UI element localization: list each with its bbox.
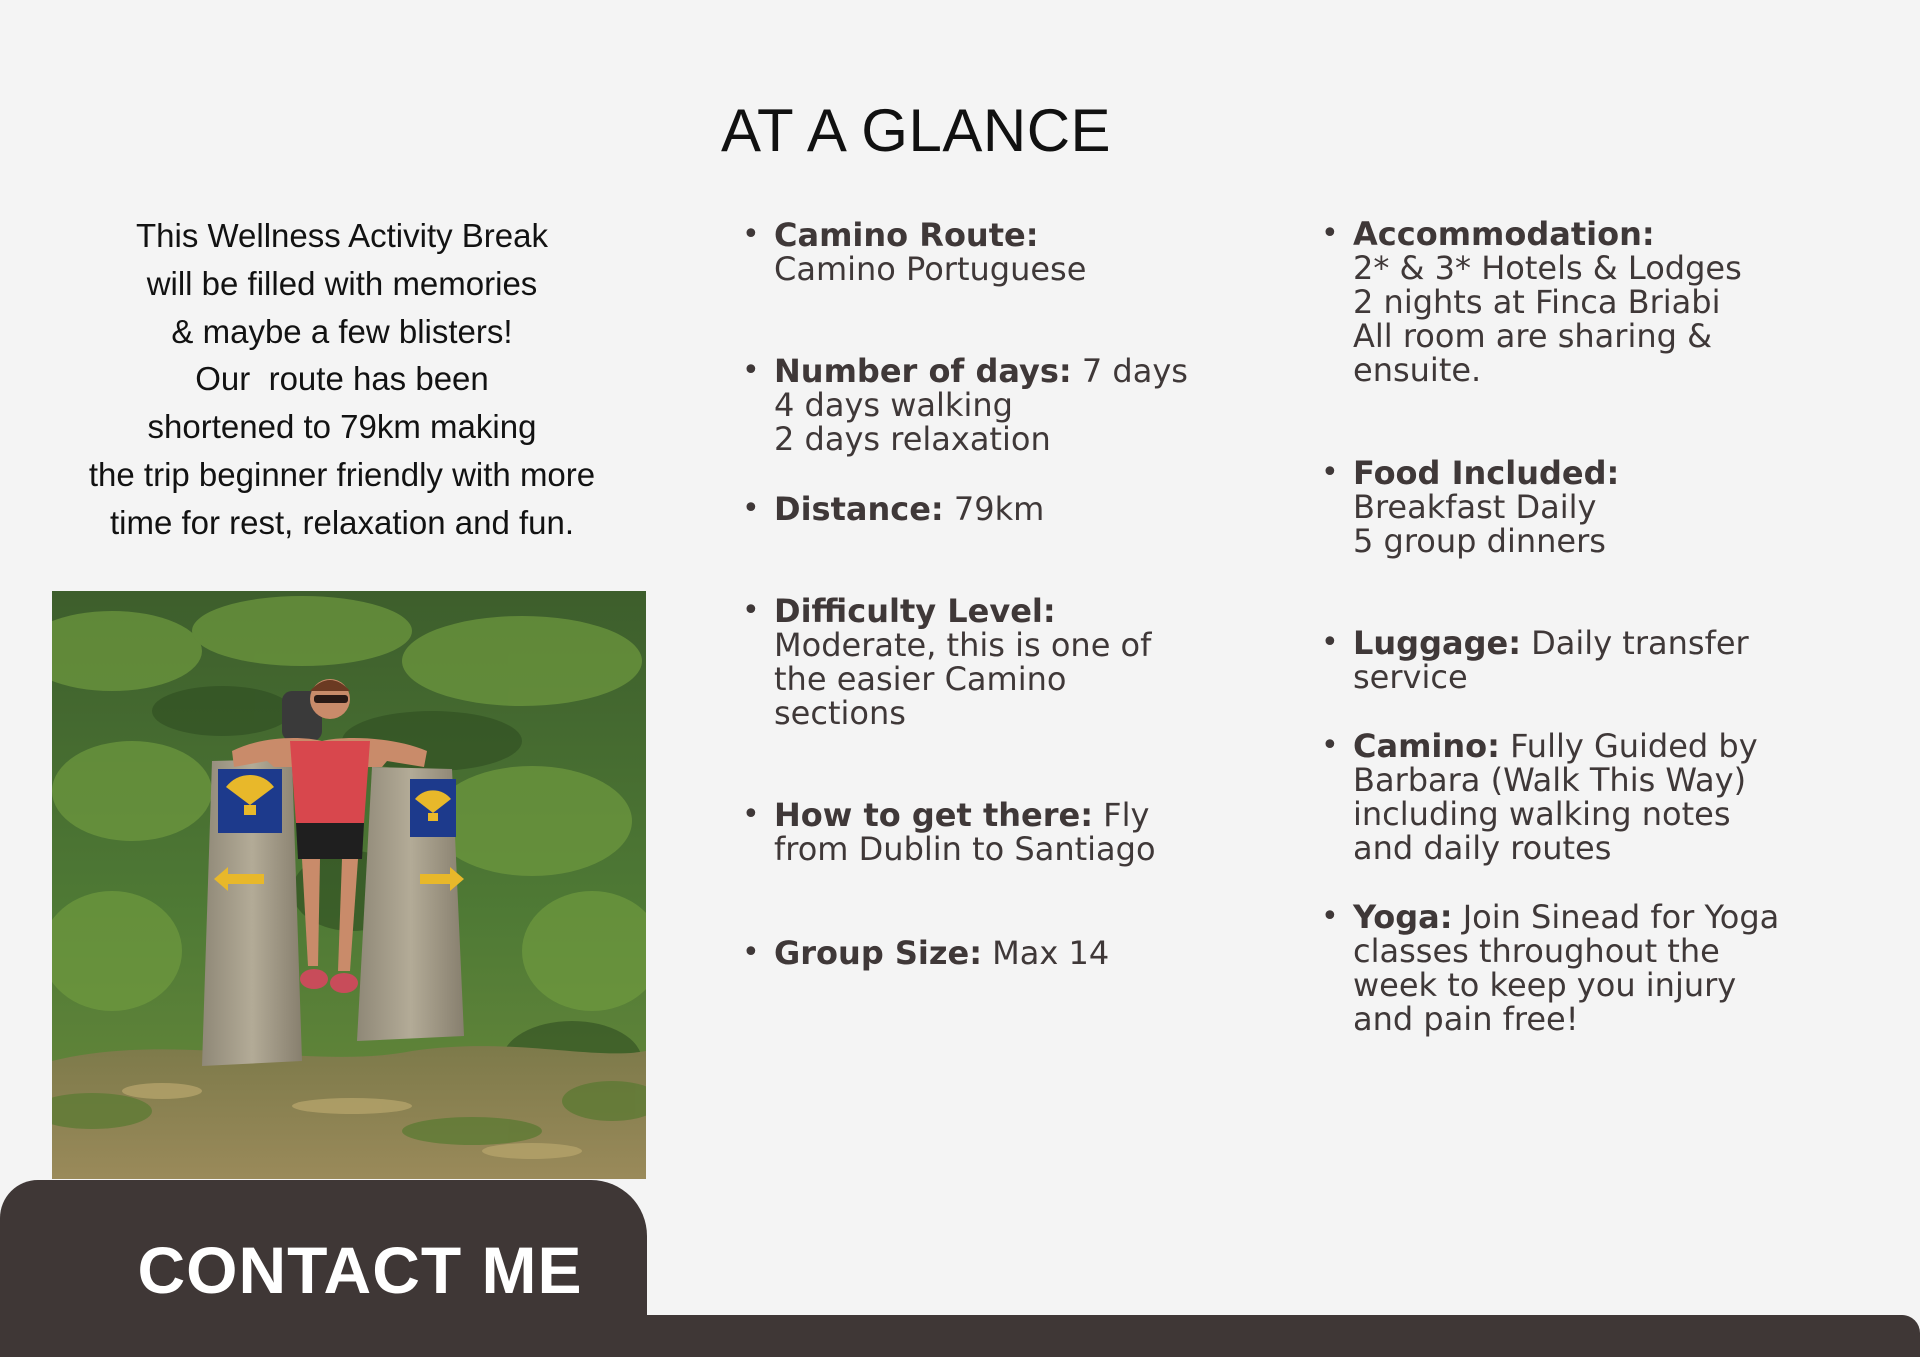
bullet-icon: • [742,593,760,628]
item-value: Fully Guided by [1499,727,1758,765]
bullet-icon: • [742,217,760,252]
item-line: Camino Portuguese [774,250,1087,288]
bullet-icon: • [1321,455,1339,490]
item-line: 5 group dinners [1353,522,1606,560]
item-label: Number of days: [774,352,1072,390]
list-item-how-to-get-there [742,796,1156,868]
item-line: sections [774,694,906,732]
item-label: Camino Route: [774,216,1039,254]
intro-line: This Wellness Activity Break [135,217,549,254]
item-line: classes throughout the [1353,932,1720,970]
item-line: Breakfast Daily [1353,488,1597,526]
item-line: 2 nights at Finca Briabi [1353,283,1721,321]
intro-line: Our route has been [195,360,489,398]
item-line: 4 days walking [774,386,1013,424]
item-label: Difficulty Level: [774,592,1056,630]
intro-line: & maybe a few blisters! [171,312,513,350]
bullet-icon: • [742,491,760,526]
item-value: Daily transfer [1520,624,1749,662]
list-item-number-of-days [742,352,1188,458]
item-line: Moderate, this is one of [774,626,1152,664]
camino-hiker-photo [52,591,646,1179]
item-label: Yoga: [1353,898,1453,936]
item-value: 79km [943,490,1045,528]
bullet-icon: • [1321,625,1339,660]
list-item-group-size [742,934,1110,972]
item-value: Max 14 [982,934,1110,972]
item-label: Group Size: [774,934,982,972]
bullet-icon: • [742,353,760,388]
list-item-accommodation [1321,215,1742,389]
item-label: Distance: [774,490,944,528]
list-item-camino-route [742,216,1087,288]
item-line: Barbara (Walk This Way) [1353,761,1747,799]
list-item-luggage [1321,624,1749,696]
item-label: Camino: [1353,727,1500,765]
item-line: including walking notes [1353,795,1731,833]
bullet-icon: • [742,797,760,832]
intro-text [40,212,644,547]
intro-line: the trip beginner friendly with more [88,455,596,493]
list-item-difficulty-level [742,592,1152,732]
list-item-camino-guide [1321,727,1758,867]
item-value: 7 days [1071,352,1188,390]
item-line: All room are sharing & [1353,317,1713,355]
item-line: and daily routes [1353,829,1612,867]
item-line: from Dublin to Santiago [774,830,1156,868]
item-label: Food Included: [1353,454,1620,492]
item-line: service [1353,658,1468,696]
list-item-distance [742,490,1045,528]
page-title: AT A GLANCE [720,97,1112,164]
item-label: How to get there: [774,796,1093,834]
item-label: Accommodation: [1353,215,1655,253]
bullet-icon: • [1321,899,1339,934]
item-line: week to keep you injury [1353,966,1737,1004]
intro-line: shortened to 79km making [147,408,537,446]
footer-bar [640,1315,1920,1357]
list-item-yoga [1321,898,1780,1038]
item-line: and pain free! [1353,1000,1579,1038]
item-value: Fly [1093,796,1150,834]
list-item-food-included [1321,454,1620,560]
item-value: Join Sinead for Yoga [1452,898,1780,936]
item-line: the easier Camino [774,660,1067,698]
item-line: 2 days relaxation [774,420,1051,458]
contact-me-button[interactable]: CONTACT ME [137,1233,583,1307]
item-line: ensuite. [1353,351,1482,389]
intro-line: will be filled with memories [146,264,538,302]
item-line: 2* & 3* Hotels & Lodges [1353,249,1742,287]
item-label: Luggage: [1353,624,1521,662]
bullet-icon: • [1321,728,1339,763]
bullet-icon: • [742,935,760,970]
bullet-icon: • [1321,216,1339,251]
intro-line: time for rest, relaxation and fun. [109,503,575,541]
